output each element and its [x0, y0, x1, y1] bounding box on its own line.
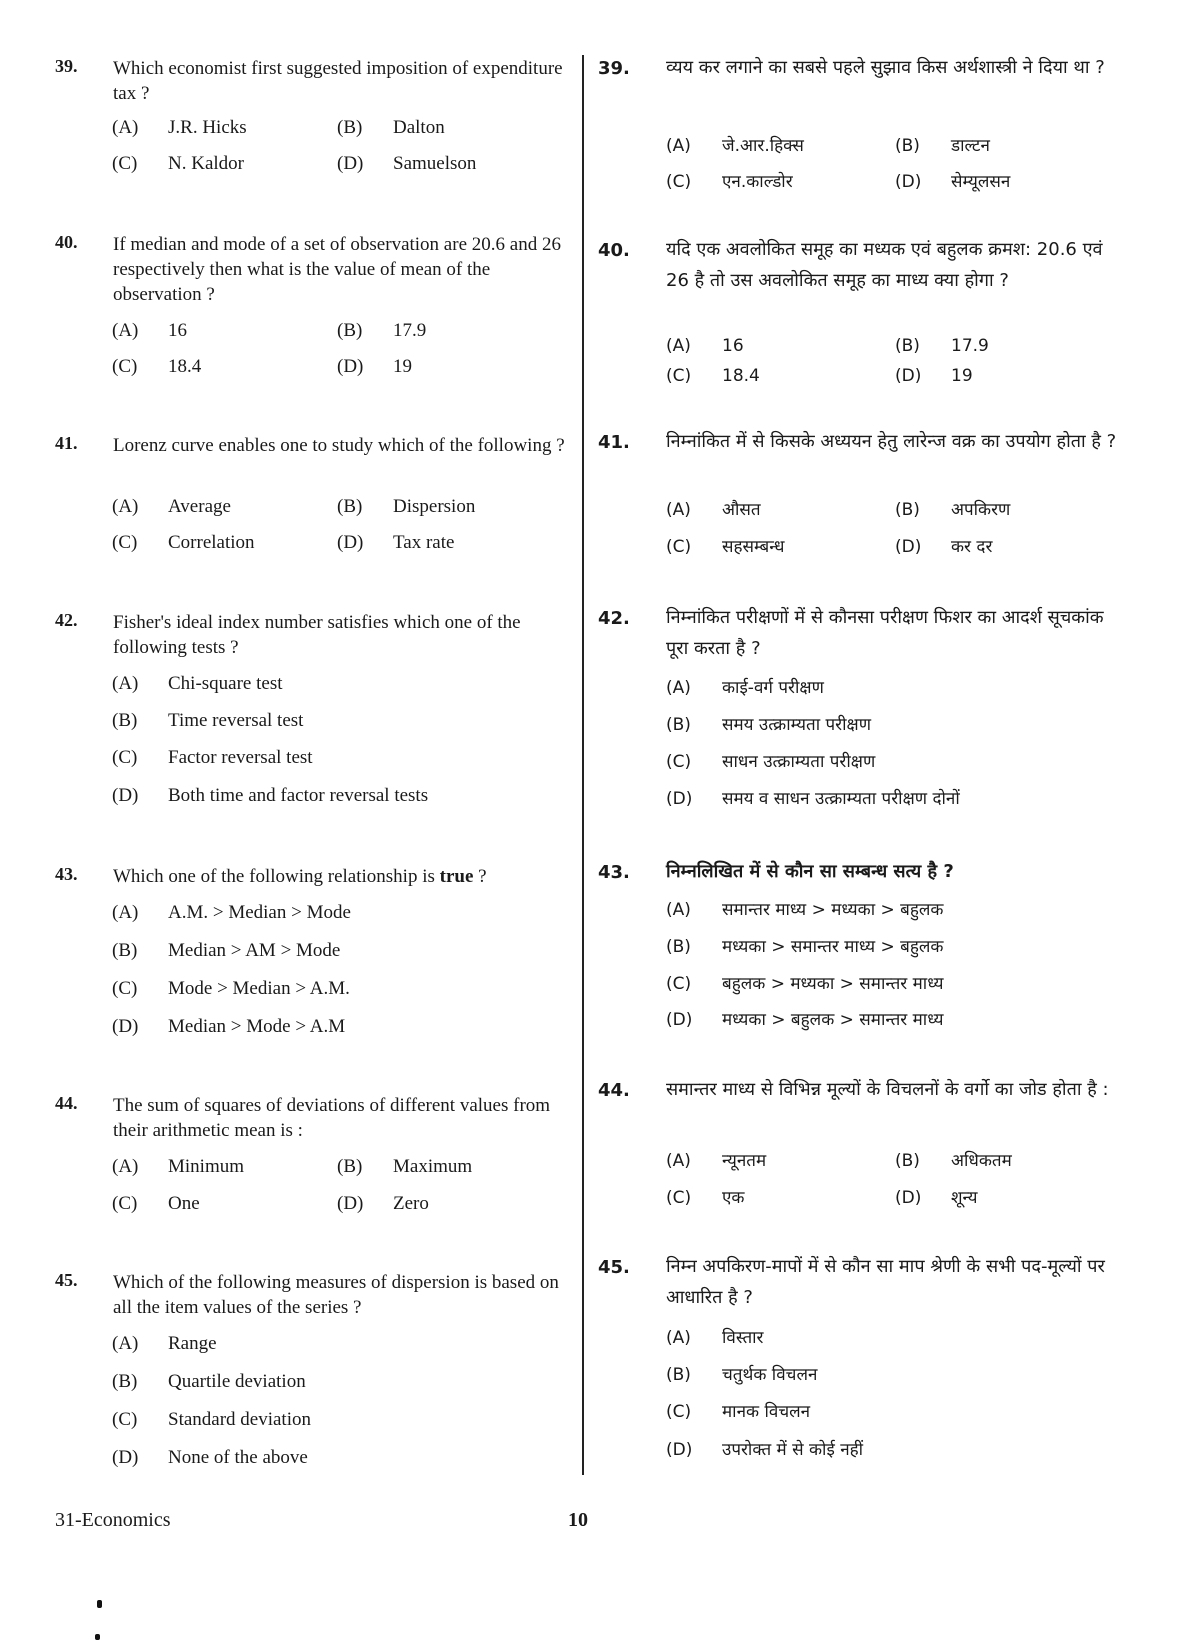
option-a: (A) जे.आर.हिक्स	[666, 136, 804, 156]
question-number: 39.	[55, 56, 78, 76]
option-b: (B) 17.9	[895, 336, 989, 356]
question-text: Lorenz curve enables one to study which of the following ?	[113, 435, 565, 456]
question-text: Fisher's ideal index number satisfies which one of the following tests ?	[113, 612, 521, 658]
question-text: व्यय कर लगाने का सबसे पहले सुझाव किस अर्थशास्त्री ने दिया था ?	[666, 57, 1105, 78]
option-c: (C) 18.4	[112, 356, 202, 377]
question-number: 41.	[55, 433, 78, 453]
option-c: (C) सहसम्बन्ध	[666, 537, 785, 557]
question-number: 44.	[598, 1080, 630, 1101]
option-a: (A) A.M. > Median > Mode	[112, 902, 351, 923]
option-d: (D) कर दर	[895, 537, 993, 557]
question-number: 41.	[598, 432, 630, 453]
option-a: (A) औसत	[666, 500, 761, 520]
option-c: (C) One	[112, 1193, 200, 1214]
option-c: (C) एन.काल्डोर	[666, 172, 793, 192]
option-d: (D) 19	[337, 356, 412, 377]
option-b: (B) डाल्टन	[895, 136, 990, 156]
option-b: (B) मध्यका > समान्तर माध्य > बहुलक	[666, 937, 944, 957]
option-a: (A) Average	[112, 496, 231, 517]
option-c: (C) N. Kaldor	[112, 153, 244, 174]
option-d: (D) समय व साधन उत्क्राम्यता परीक्षण दोनों	[666, 789, 960, 809]
option-b: (B) 17.9	[337, 320, 427, 341]
option-a: (A) J.R. Hicks	[112, 117, 247, 138]
question-text: If median and mode of a set of observation are 20.6 and 26 respectively then what is the value of mean of the observation ?	[113, 234, 561, 305]
question-number: 45.	[598, 1257, 630, 1278]
option-c: (C) बहुलक > मध्यका > समान्तर माध्य	[666, 974, 944, 994]
scan-mark	[97, 1600, 102, 1608]
question-number: 42.	[55, 610, 78, 630]
option-b: (B) Quartile deviation	[112, 1371, 306, 1392]
option-d: (D) सेम्यूलसन	[895, 172, 1011, 192]
option-a: (A) 16	[666, 336, 744, 356]
option-b: (B) Dispersion	[337, 496, 476, 517]
option-b: (B) Maximum	[337, 1156, 473, 1177]
question-text: निम्नांकित में से किसके अध्ययन हेतु लारेन्ज वक्र का उपयोग होता है ?	[666, 431, 1117, 452]
option-a: (A) Minimum	[112, 1156, 245, 1177]
question-text: Which one of the following relationship is true ?	[113, 866, 487, 887]
question-number: 39.	[598, 58, 630, 79]
question-text: समान्तर माध्य से विभिन्न मूल्यों के विचलनों के वर्गो का जोड होता है :	[666, 1079, 1109, 1100]
question-text: निम्न अपकिरण-मापों में से कौन सा माप श्रेणी के सभी पद-मूल्यों पर आधारित है ?	[666, 1256, 1105, 1308]
scan-mark	[95, 1634, 100, 1640]
option-b: (B) अपकिरण	[895, 500, 1011, 520]
option-a: (A) काई-वर्ग परीक्षण	[666, 678, 824, 698]
option-d: (D) उपरोक्त में से कोई नहीं	[666, 1440, 864, 1460]
question-number: 40.	[598, 240, 630, 261]
option-c: (C) साधन उत्क्राम्यता परीक्षण	[666, 752, 876, 772]
option-b: (B) चतुर्थक विचलन	[666, 1365, 818, 1385]
option-d: (D) Zero	[337, 1193, 429, 1214]
page-number: 10	[568, 1509, 588, 1531]
option-d: (D) शून्य	[895, 1188, 978, 1208]
option-a: (A) 16	[112, 320, 187, 341]
question-text: Which of the following measures of dispersion is based on all the item values of the series ?	[113, 1272, 559, 1318]
question-text: यदि एक अवलोकित समूह का मध्यक एवं बहुलक क्रमश: 20.6 एवं 26 है तो उस अवलोकित समूह का माध्य क्या होगा ?	[666, 239, 1103, 291]
question-text: Which economist first suggested imposition of expenditure tax ?	[113, 58, 563, 104]
option-a: (A) Range	[112, 1333, 217, 1354]
question-number: 40.	[55, 232, 78, 252]
option-b: (B) अधिकतम	[895, 1151, 1012, 1171]
option-d: (D) मध्यका > बहुलक > समान्तर माध्य	[666, 1010, 944, 1030]
option-d: (D) None of the above	[112, 1447, 308, 1468]
question-number: 42.	[598, 608, 630, 629]
question-text: The sum of squares of deviations of different values from their arithmetic mean is :	[113, 1095, 551, 1141]
question-number: 45.	[55, 1270, 78, 1290]
option-a: (A) विस्तार	[666, 1328, 764, 1348]
option-c: (C) मानक विचलन	[666, 1402, 811, 1422]
option-c: (C) Standard deviation	[112, 1409, 311, 1430]
question-text: निम्नांकित परीक्षणों में से कौनसा परीक्षण फिशर का आदर्श सूचकांक पूरा करता है ?	[666, 607, 1104, 659]
option-c: (C) Factor reversal test	[112, 747, 313, 768]
option-a: (A) न्यूनतम	[666, 1151, 767, 1171]
option-d: (D) Samuelson	[337, 153, 477, 174]
question-number: 44.	[55, 1093, 78, 1113]
question-text: निम्नलिखित में से कौन सा सम्बन्ध सत्य है ?	[666, 861, 954, 882]
option-d: (D) Both time and factor reversal tests	[112, 785, 429, 806]
option-b: (B) Time reversal test	[112, 710, 304, 731]
question-number: 43.	[598, 862, 630, 883]
option-b: (B) समय उत्क्राम्यता परीक्षण	[666, 715, 872, 735]
column-divider	[582, 55, 584, 1475]
question-number: 43.	[55, 864, 78, 884]
option-d: (D) Tax rate	[337, 532, 455, 553]
option-d: (D) 19	[895, 366, 973, 386]
option-b: (B) Dalton	[337, 117, 445, 138]
option-a: (A) Chi-square test	[112, 673, 283, 694]
emphasis-true: true	[439, 866, 474, 887]
option-b: (B) Median > AM > Mode	[112, 940, 341, 961]
option-c: (C) 18.4	[666, 366, 760, 386]
option-c: (C) Correlation	[112, 532, 255, 553]
option-d: (D) Median > Mode > A.M	[112, 1016, 346, 1037]
option-c: (C) एक	[666, 1188, 745, 1208]
option-a: (A) समान्तर माध्य > मध्यका > बहुलक	[666, 900, 944, 920]
footer-subject: 31-Economics	[55, 1509, 171, 1531]
option-c: (C) Mode > Median > A.M.	[112, 978, 350, 999]
